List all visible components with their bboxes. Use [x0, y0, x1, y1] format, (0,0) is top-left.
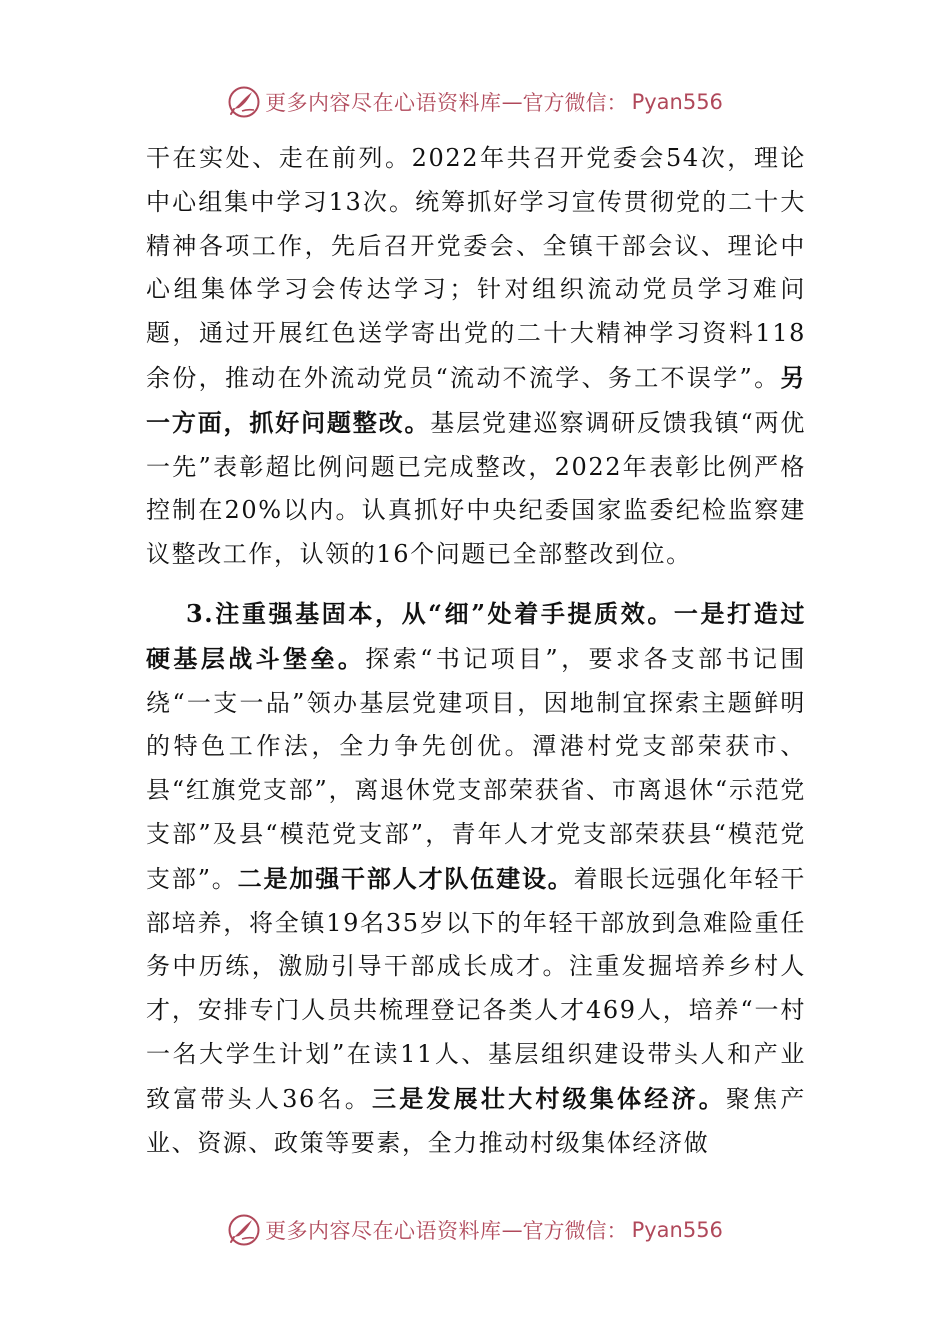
- paragraph-2-bold-2: 二是加强干部人才队伍建设。: [237, 863, 574, 893]
- paragraph-1: [146, 137, 806, 577]
- header-banner-dash: —: [501, 90, 523, 114]
- paragraph-2-text-1: 探索“书记项目”，要求各支部书记围绕“一支一品”领办基层党建项目，因地制宜探索主题鲜明的特色工作法，全力争先创优。潭港村党支部荣获市、县“红旗党支部”，离退休党支部荣获省、市离退休“示范党支部”及县“模范党支部”，青年人才党支部荣获县“模范党支部”。: [146, 644, 806, 893]
- paragraph-2-text-2: 着眼长远强化年轻干部培养，将全镇19名35岁以下的年轻干部放到急难险重任务中历练，激励引导干部成长成才。注重发掘培养乡村人才，安排专门人员共梳理登记各类人才469人，培养“一村一名大学生计划”在读11人、基层组织建设带头人和产业致富带头人36名。: [146, 864, 806, 1113]
- paragraph-1-text-2: 基层党建巡察调研反馈我镇“两优一先”表彰超比例问题已完成整改，2022年表彰比例严格控制在20%以内。认真抓好中央纪委国家监委纪检监察建议整改工作，认领的16个问题已全部整改到位。: [146, 408, 806, 569]
- paragraph-1-bold-1: 另一方面，抓好问题整改。: [146, 362, 806, 437]
- paragraph-2: [146, 592, 806, 1165]
- footer-banner-wechat-id: Pyan556: [631, 1218, 723, 1242]
- footer-banner-wechat-label: 官方微信：: [522, 1219, 628, 1243]
- document-body: [146, 137, 806, 1165]
- quill-pen-logo-icon: [227, 85, 261, 119]
- paragraph-2-text-3: 聚焦产业、资源、政策等要素，全力推动村级集体经济做: [146, 1084, 806, 1157]
- footer-banner-text: 更多内容尽在心语资料库: [265, 1219, 502, 1243]
- footer-banner-dash: —: [501, 1218, 523, 1242]
- paragraph-1-text-1: 干在实处、走在前列。2022年共召开党委会54次，理论中心组集中学习13次。统筹抓好学习宣传贯彻党的二十大精神各项工作，先后召开党委会、全镇干部会议、理论中心组集体学习会传达学习；针对组织流动党员学习难问题，通过开展红色送学寄出党的二十大精神学习资料118余份，推动在外流动党员“流动不流学、务工不误学”。: [146, 144, 806, 392]
- header-banner-wechat-id: Pyan556: [631, 90, 723, 114]
- header-banner-wechat-label: 官方微信：: [522, 91, 628, 115]
- paragraph-2-heading: 3.注重强基固本，从“细”处着手提质效。一是打造过硬基层战斗堡垒。: [146, 598, 806, 673]
- header-banner-text: 更多内容尽在心语资料库: [265, 91, 502, 115]
- paragraph-2-bold-3: 三是发展壮大村级集体经济。: [371, 1083, 726, 1113]
- header-watermark-banner: [0, 82, 950, 122]
- quill-pen-logo-icon: [227, 1213, 261, 1247]
- footer-watermark-banner: [0, 1210, 950, 1250]
